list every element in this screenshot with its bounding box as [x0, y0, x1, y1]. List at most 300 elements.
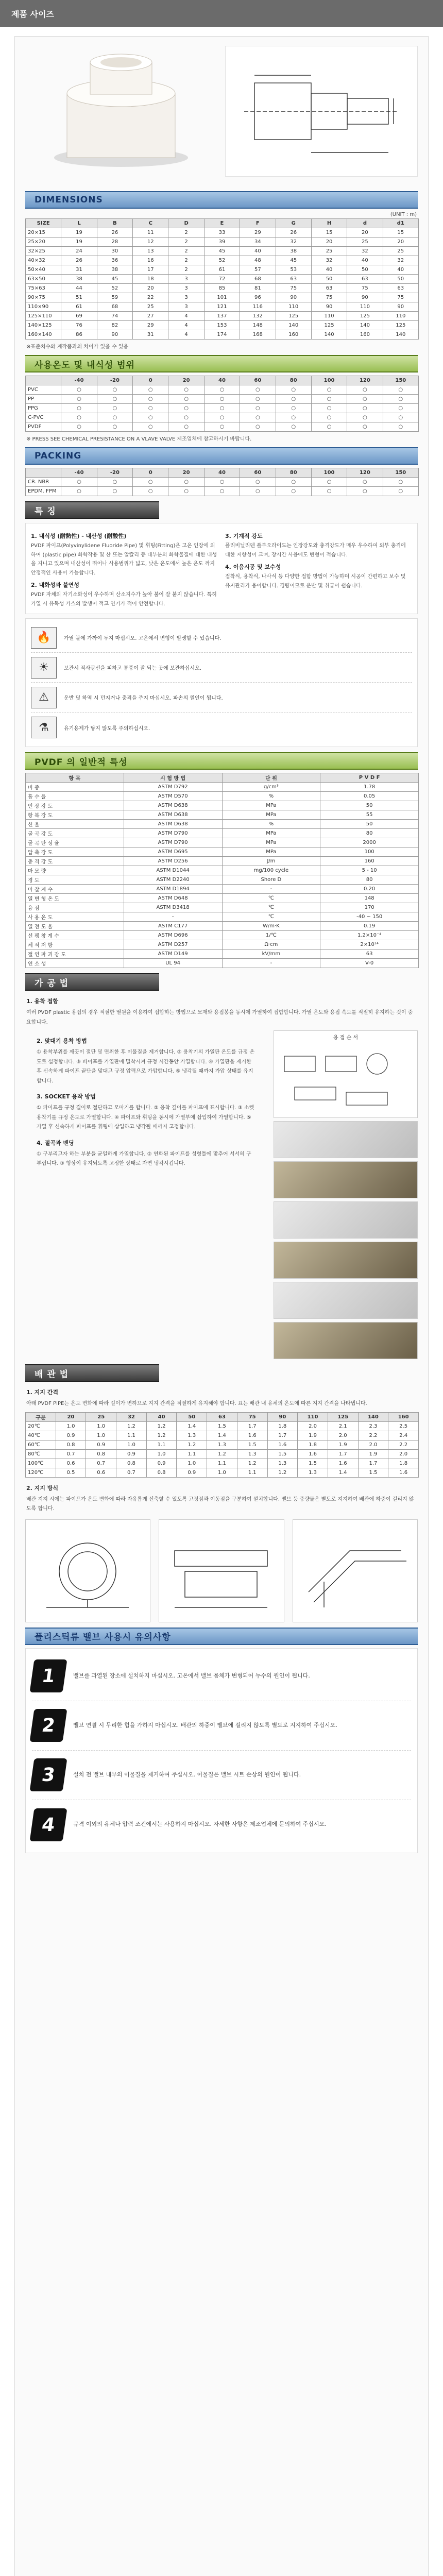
property-cell: 항 복 강 도 [26, 810, 124, 820]
support-cell: 0.7 [116, 1468, 147, 1477]
support-cell: 40℃ [26, 1431, 56, 1440]
property-cell: 신 율 [26, 820, 124, 829]
property-cell: mg/100 cycle [222, 866, 320, 875]
property-cell: 160 [320, 857, 419, 866]
reducer-photo [25, 46, 217, 177]
table-row [26, 385, 419, 395]
property-cell: 굴 곡 탄 성 율 [26, 838, 124, 848]
dimension-cell: 75 [383, 293, 418, 302]
dimension-cell: 3 [168, 293, 204, 302]
range-mark: ○ [204, 422, 240, 432]
table-row [26, 256, 419, 265]
feature-text: PVDF 자체의 자기소화성이 우수하며 산소지수가 높아 불이 잘 붙지 않습니다. 특히 가열 시 유독성 가스의 발생이 적고 연기가 적어 안전합니다. [31, 592, 217, 607]
support-cell: 1.5 [207, 1421, 237, 1431]
support-cell: 1.2 [267, 1468, 298, 1477]
warning-item [31, 653, 412, 683]
property-cell: ASTM D790 [124, 829, 222, 838]
dimension-drawing [225, 46, 418, 177]
support-cell: 1.4 [177, 1421, 207, 1431]
support-cell: 1.5 [358, 1468, 388, 1477]
warning-text: 보관시 직사광선을 피하고 통풍이 잘 되는 곳에 보관하십시오. [64, 666, 201, 671]
support-cell: 120℃ [26, 1468, 56, 1477]
dimensions-table [25, 218, 419, 340]
support-cell: 1.4 [207, 1431, 237, 1440]
support-cell: 2.5 [388, 1421, 419, 1431]
property-cell: 비 중 [26, 783, 124, 792]
support-cell: 1.7 [267, 1431, 298, 1440]
dimension-cell: 137 [204, 312, 240, 321]
dimension-cell: 3 [168, 275, 204, 284]
property-cell: ASTM D1894 [124, 885, 222, 894]
support-column-header: 160 [388, 1412, 419, 1421]
support-cell: 1.2 [146, 1431, 177, 1440]
table-row [26, 857, 419, 866]
range-mark: ○ [168, 395, 204, 404]
range-mark: ○ [347, 395, 383, 404]
features-right [225, 529, 412, 608]
dimension-cell: 29 [240, 228, 276, 238]
dimension-cell: 160 [347, 330, 383, 340]
support-cell: 1.5 [298, 1459, 328, 1468]
packing-mark: ○ [168, 487, 204, 496]
range-mark: ○ [240, 413, 276, 422]
packing-mark: ○ [311, 478, 347, 487]
support-cell: 1.0 [86, 1431, 116, 1440]
dimension-cell: 39 [204, 238, 240, 247]
dimension-cell: 74 [97, 312, 132, 321]
property-cell: 열 전 도 율 [26, 922, 124, 931]
support-cell: 0.6 [86, 1468, 116, 1477]
packing-temperature-label: -40 [61, 468, 97, 478]
support-cell: 1.8 [267, 1421, 298, 1431]
dimension-cell: 19 [61, 228, 97, 238]
support-column-header: 75 [237, 1412, 267, 1421]
dimension-cell: 50 [311, 275, 347, 284]
dimension-cell: 53 [276, 265, 311, 275]
table-row [26, 321, 419, 330]
property-cell: 충 격 강 도 [26, 857, 124, 866]
dimension-column-header: E [204, 219, 240, 228]
packing-corner [26, 468, 61, 478]
material-name: PVC [26, 385, 61, 395]
welding-photo [274, 1282, 418, 1319]
warning-text: 운반 및 하역 시 던지거나 충격을 주지 마십시오. 파손의 원인이 됩니다. [64, 696, 223, 701]
table-row [26, 487, 419, 496]
property-cell: 170 [320, 903, 419, 912]
property-cell: ASTM D792 [124, 783, 222, 792]
dimension-cell: 15 [383, 228, 418, 238]
welding-photo [274, 1121, 418, 1158]
support-cell: 80℃ [26, 1449, 56, 1459]
dimension-cell: 20 [311, 238, 347, 247]
range-mark: ○ [97, 395, 132, 404]
dimension-cell: 44 [61, 284, 97, 293]
range-mark: ○ [311, 422, 347, 432]
table-row [26, 312, 419, 321]
support-cell: 60℃ [26, 1440, 56, 1449]
dimension-cell: 153 [204, 321, 240, 330]
features-left [31, 529, 218, 608]
table-row [26, 302, 419, 312]
feature-title: 3. 기계적 강도 [225, 533, 263, 539]
support-cell: 1.5 [267, 1449, 298, 1459]
property-cell: g/cm³ [222, 783, 320, 792]
dimension-cell: 116 [240, 302, 276, 312]
support-cell: 1.9 [328, 1440, 358, 1449]
dimension-cell: 52 [204, 256, 240, 265]
property-cell: 사 용 온 도 [26, 912, 124, 922]
support-column-header: 140 [358, 1412, 388, 1421]
support-cell: 0.7 [56, 1449, 86, 1459]
dimension-cell: 40 [311, 265, 347, 275]
table-row [26, 1449, 419, 1459]
temperature-label: 20 [168, 376, 204, 385]
range-mark: ○ [383, 385, 418, 395]
dimension-cell: 38 [276, 247, 311, 256]
property-cell: MPa [222, 801, 320, 810]
property-cell: MPa [222, 810, 320, 820]
packing-temperature-label: 20 [168, 468, 204, 478]
support-column-header: 40 [146, 1412, 177, 1421]
dimension-cell: 174 [204, 330, 240, 340]
dimension-cell: 3 [168, 284, 204, 293]
socket-fusion-text: ① 파이프를 규정 길이로 절단하고 모따기를 합니다. ② 용착 깊이를 파이프에 표시합니다. ③ 소켓 용착기를 규정 온도로 가열합니다. ④ 파이프와 휘팅을 동시에 가열부에 삽입하여 가열합니다. ⑤ 가열 후 신속하게 파이프를 휘팅에 삽입하고 냉각될 때까지 고정합니다. [37, 1105, 254, 1130]
warning-text: 가열 불에 가까이 두지 마십시오. 고온에서 변형이 발생할 수 있습니다. [64, 636, 222, 641]
support-cell: 1.8 [388, 1459, 419, 1468]
dimension-cell: 2 [168, 265, 204, 275]
dimension-cell: 40 [383, 265, 418, 275]
range-mark: ○ [276, 385, 311, 395]
support-cell: 1.2 [146, 1421, 177, 1431]
dimension-cell: 30 [97, 247, 132, 256]
range-mark: ○ [61, 413, 97, 422]
range-mark: ○ [347, 413, 383, 422]
dimension-cell: 22 [133, 293, 168, 302]
range-mark: ○ [347, 422, 383, 432]
property-cell: 마 찰 계 수 [26, 885, 124, 894]
range-mark: ○ [240, 385, 276, 395]
warning-item [31, 683, 412, 713]
support-cell: 1.7 [237, 1421, 267, 1431]
packing-temperature-label: 150 [383, 468, 418, 478]
range-mark: ○ [61, 422, 97, 432]
support-cell: 0.8 [86, 1449, 116, 1459]
packing-mark: ○ [61, 487, 97, 496]
range-mark: ○ [97, 404, 132, 413]
property-column-header: 시 험 방 법 [124, 773, 222, 783]
dimension-cell: 2 [168, 228, 204, 238]
support-cell: 1.6 [328, 1459, 358, 1468]
range-mark: ○ [276, 404, 311, 413]
range-mark: ○ [347, 385, 383, 395]
table-row [26, 801, 419, 810]
dimension-cell: 132 [240, 312, 276, 321]
dimension-cell: 110 [383, 312, 418, 321]
table-row [26, 1468, 419, 1477]
caution-text: 밸브를 과열된 장소에 설치하지 마십시오. 고온에서 밸브 몸체가 변형되어 누수의 원인이 됩니다. [73, 1672, 310, 1679]
dimension-column-header: D [168, 219, 204, 228]
support-cell: 1.0 [116, 1440, 147, 1449]
range-mark: ○ [168, 404, 204, 413]
support-cell: 1.0 [56, 1421, 86, 1431]
support-column-header: 63 [207, 1412, 237, 1421]
table-row [26, 792, 419, 801]
range-mark: ○ [168, 422, 204, 432]
property-cell: 흡 수 율 [26, 792, 124, 801]
caution-number-badge: 3 [30, 1758, 67, 1791]
range-mark: ○ [383, 404, 418, 413]
piping-sub-title: 2. 지지 방식 [26, 1484, 58, 1492]
packing-mark: ○ [133, 478, 168, 487]
table-row [26, 478, 419, 487]
support-cell: 1.6 [237, 1431, 267, 1440]
support-column-header: 20 [56, 1412, 86, 1421]
dimension-cell: 140 [347, 321, 383, 330]
caution-item [32, 1701, 411, 1751]
dimension-cell: 63 [276, 275, 311, 284]
support-cell: 0.6 [56, 1459, 86, 1468]
table-row [26, 284, 419, 293]
temperature-label: 0 [133, 376, 168, 385]
dimension-cell: 31 [61, 265, 97, 275]
property-cell: ASTM D638 [124, 810, 222, 820]
support-cell: 1.3 [207, 1440, 237, 1449]
dimensions-note: ※표준치수와 계작품과의 차이가 있을 수 있음 [26, 344, 129, 350]
table-row [26, 903, 419, 912]
construction-steps [25, 1030, 418, 1359]
support-column-header: 110 [298, 1412, 328, 1421]
property-cell: 148 [320, 894, 419, 903]
table-row [26, 275, 419, 284]
support-cell: 2.4 [388, 1431, 419, 1440]
welding-photo [274, 1322, 418, 1359]
range-mark: ○ [276, 395, 311, 404]
dimension-cell: 61 [204, 265, 240, 275]
range-mark: ○ [168, 385, 204, 395]
range-mark: ○ [97, 385, 132, 395]
dimension-cell: 50×40 [26, 265, 61, 275]
dimensions-section-title: DIMENSIONS [25, 191, 418, 209]
dimension-cell: 63 [311, 284, 347, 293]
warning-text: 유기용제가 닿지 않도록 주의하십시오. [64, 725, 150, 732]
support-cell: 0.5 [56, 1468, 86, 1477]
table-row [26, 894, 419, 903]
packing-table [25, 468, 419, 496]
packing-mark: ○ [97, 478, 132, 487]
feature-text: 접착식, 용착식, 나사식 등 다양한 접합 방법이 가능하며 시공이 간편하고 보수 및 유지관리가 용이합니다. 경량이므로 운반 및 취급이 쉽습니다. [225, 574, 406, 589]
property-cell: 55 [320, 810, 419, 820]
dimension-cell: 63×50 [26, 275, 61, 284]
table-row [26, 922, 419, 931]
dimension-cell: 32 [347, 247, 383, 256]
range-mark: ○ [61, 385, 97, 395]
dimension-cell: 57 [240, 265, 276, 275]
property-cell: ASTM D570 [124, 792, 222, 801]
packing-mark: ○ [311, 487, 347, 496]
temperature-label: -40 [61, 376, 97, 385]
dimension-cell: 12 [133, 238, 168, 247]
support-cell: 2.0 [328, 1431, 358, 1440]
property-cell: 63 [320, 950, 419, 959]
dimension-cell: 25×20 [26, 238, 61, 247]
dimension-cell: 148 [240, 321, 276, 330]
support-cell: 1.9 [358, 1449, 388, 1459]
dimension-cell: 68 [240, 275, 276, 284]
packing-mark: ○ [168, 478, 204, 487]
support-cell: 0.8 [56, 1440, 86, 1449]
table-row [26, 810, 419, 820]
packing-temperature-label: 60 [240, 468, 276, 478]
caution-number-badge: 1 [30, 1659, 67, 1692]
support-cell: 1.0 [86, 1421, 116, 1431]
dimension-cell: 13 [133, 247, 168, 256]
support-cell: 1.0 [177, 1459, 207, 1468]
dimension-cell: 31 [133, 330, 168, 340]
feature-title: 4. 이음시공 및 보수성 [225, 564, 281, 570]
packing-section-title: PACKING [25, 447, 418, 465]
support-cell: 1.2 [237, 1459, 267, 1468]
temperature-label: 40 [204, 376, 240, 385]
property-cell: ASTM D790 [124, 838, 222, 848]
support-cell: 1.6 [267, 1440, 298, 1449]
property-cell: ASTM D1044 [124, 866, 222, 875]
product-size-tab[interactable]: 제품 사이즈 [0, 0, 443, 27]
temperature-label: 100 [311, 376, 347, 385]
piping-sub-text: 배관 지지 시에는 파이프가 온도 변화에 따라 자유롭게 신축할 수 있도록 고정점과 이동점을 구분하여 설치합니다. 밸브 등 중량물은 별도로 지지하여 배관에 하중이 걸리지 않도록 합니다. [26, 1496, 414, 1512]
property-cell: ASTM D256 [124, 857, 222, 866]
caution-list [25, 1648, 418, 1853]
dimension-cell: 2 [168, 256, 204, 265]
dimension-cell: 140 [311, 330, 347, 340]
welding-diagram-label: 용 접 순 서 [333, 1035, 359, 1041]
support-cell: 0.9 [86, 1440, 116, 1449]
welding-diagram [274, 1030, 418, 1118]
property-cell: 2000 [320, 838, 419, 848]
dimension-cell: 20 [383, 238, 418, 247]
table-row [26, 1421, 419, 1431]
caution-section-title: 플리스틱류 밸브 사용시 유의사항 [25, 1628, 418, 1645]
range-mark: ○ [204, 385, 240, 395]
dimension-cell: 20×15 [26, 228, 61, 238]
temperature-label: 120 [347, 376, 383, 385]
table-row [26, 838, 419, 848]
property-cell: 5 - 10 [320, 866, 419, 875]
dimension-cell: 140 [383, 330, 418, 340]
dimension-cell: 4 [168, 312, 204, 321]
dimension-cell: 90 [347, 293, 383, 302]
support-cell: 0.8 [116, 1459, 147, 1468]
caution-number-badge: 4 [30, 1808, 67, 1841]
property-cell: 50 [320, 801, 419, 810]
butt-fusion-title: 2. 맞대기 용착 방법 [37, 1038, 87, 1044]
support-column-header: 50 [177, 1412, 207, 1421]
material-name: PP [26, 395, 61, 404]
support-interval-table [25, 1412, 419, 1478]
support-column-header: 125 [328, 1412, 358, 1421]
property-cell: 연 소 성 [26, 959, 124, 968]
packing-mark: ○ [276, 487, 311, 496]
dimension-cell: 75×63 [26, 284, 61, 293]
caution-number-badge: 2 [30, 1709, 67, 1742]
property-cell: MPa [222, 838, 320, 848]
construction-intro-title: 1. 용착 접합 [26, 998, 58, 1005]
support-cell: 0.9 [56, 1431, 86, 1440]
property-cell: MPa [222, 848, 320, 857]
range-mark: ○ [61, 395, 97, 404]
property-cell: 절 연 파 괴 강 도 [26, 950, 124, 959]
property-column-header: 단 위 [222, 773, 320, 783]
property-cell: 0.20 [320, 885, 419, 894]
packing-mark: ○ [347, 487, 383, 496]
range-mark: ○ [383, 395, 418, 404]
dimension-cell: 45 [276, 256, 311, 265]
dimension-cell: 125 [383, 321, 418, 330]
property-cell: 마 모 량 [26, 866, 124, 875]
temperature-table [25, 376, 419, 432]
table-row [26, 330, 419, 340]
property-cell: ℃ [222, 912, 320, 922]
support-cell: 2.2 [358, 1431, 388, 1440]
dimension-cell: 82 [97, 321, 132, 330]
hero [15, 37, 428, 186]
range-mark: ○ [311, 404, 347, 413]
support-cell: 1.2 [116, 1421, 147, 1431]
dimension-cell: 32 [383, 256, 418, 265]
dimension-cell: 110 [347, 302, 383, 312]
property-cell: Ω·cm [222, 940, 320, 950]
dimension-column-header: H [311, 219, 347, 228]
warning-item [31, 713, 412, 742]
dimension-cell: 32×25 [26, 247, 61, 256]
range-mark: ○ [240, 404, 276, 413]
dimension-cell: 20 [347, 228, 383, 238]
property-cell: MPa [222, 829, 320, 838]
temperature-label: -20 [97, 376, 132, 385]
dimension-cell: 59 [97, 293, 132, 302]
dimension-cell: 110 [311, 312, 347, 321]
dimension-cell: 75 [311, 293, 347, 302]
dimension-cell: 140×125 [26, 321, 61, 330]
support-column-header: 90 [267, 1412, 298, 1421]
property-cell: ASTM D3418 [124, 903, 222, 912]
dimension-cell: 90 [383, 302, 418, 312]
support-cell: 1.4 [328, 1468, 358, 1477]
range-mark: ○ [204, 395, 240, 404]
caution-text: 규격 이외의 유체나 압력 조건에서는 사용하지 마십시오. 자세한 사항은 제조업체에 문의하여 주십시오. [73, 1821, 327, 1828]
warning-list [25, 618, 418, 747]
table-row [26, 959, 419, 968]
packing-material-name: CR. NBR [26, 478, 61, 487]
construction-section-title: 가 공 법 [25, 973, 159, 991]
welding-photo [274, 1242, 418, 1279]
support-cell: 1.2 [177, 1440, 207, 1449]
table-row [26, 931, 419, 940]
table-row [26, 820, 419, 829]
temperature-label: 80 [276, 376, 311, 385]
range-mark: ○ [133, 422, 168, 432]
dimension-cell: 32 [311, 256, 347, 265]
property-cell: ASTM D149 [124, 950, 222, 959]
dimension-cell: 25 [347, 238, 383, 247]
support-figures [25, 1519, 418, 1622]
property-cell: 1.2×10⁻⁴ [320, 931, 419, 940]
property-cell: kV/mm [222, 950, 320, 959]
dimension-cell: 125×110 [26, 312, 61, 321]
dimension-cell: 15 [311, 228, 347, 238]
dimension-cell: 160×140 [26, 330, 61, 340]
property-cell: - [222, 885, 320, 894]
property-cell: - [222, 959, 320, 968]
